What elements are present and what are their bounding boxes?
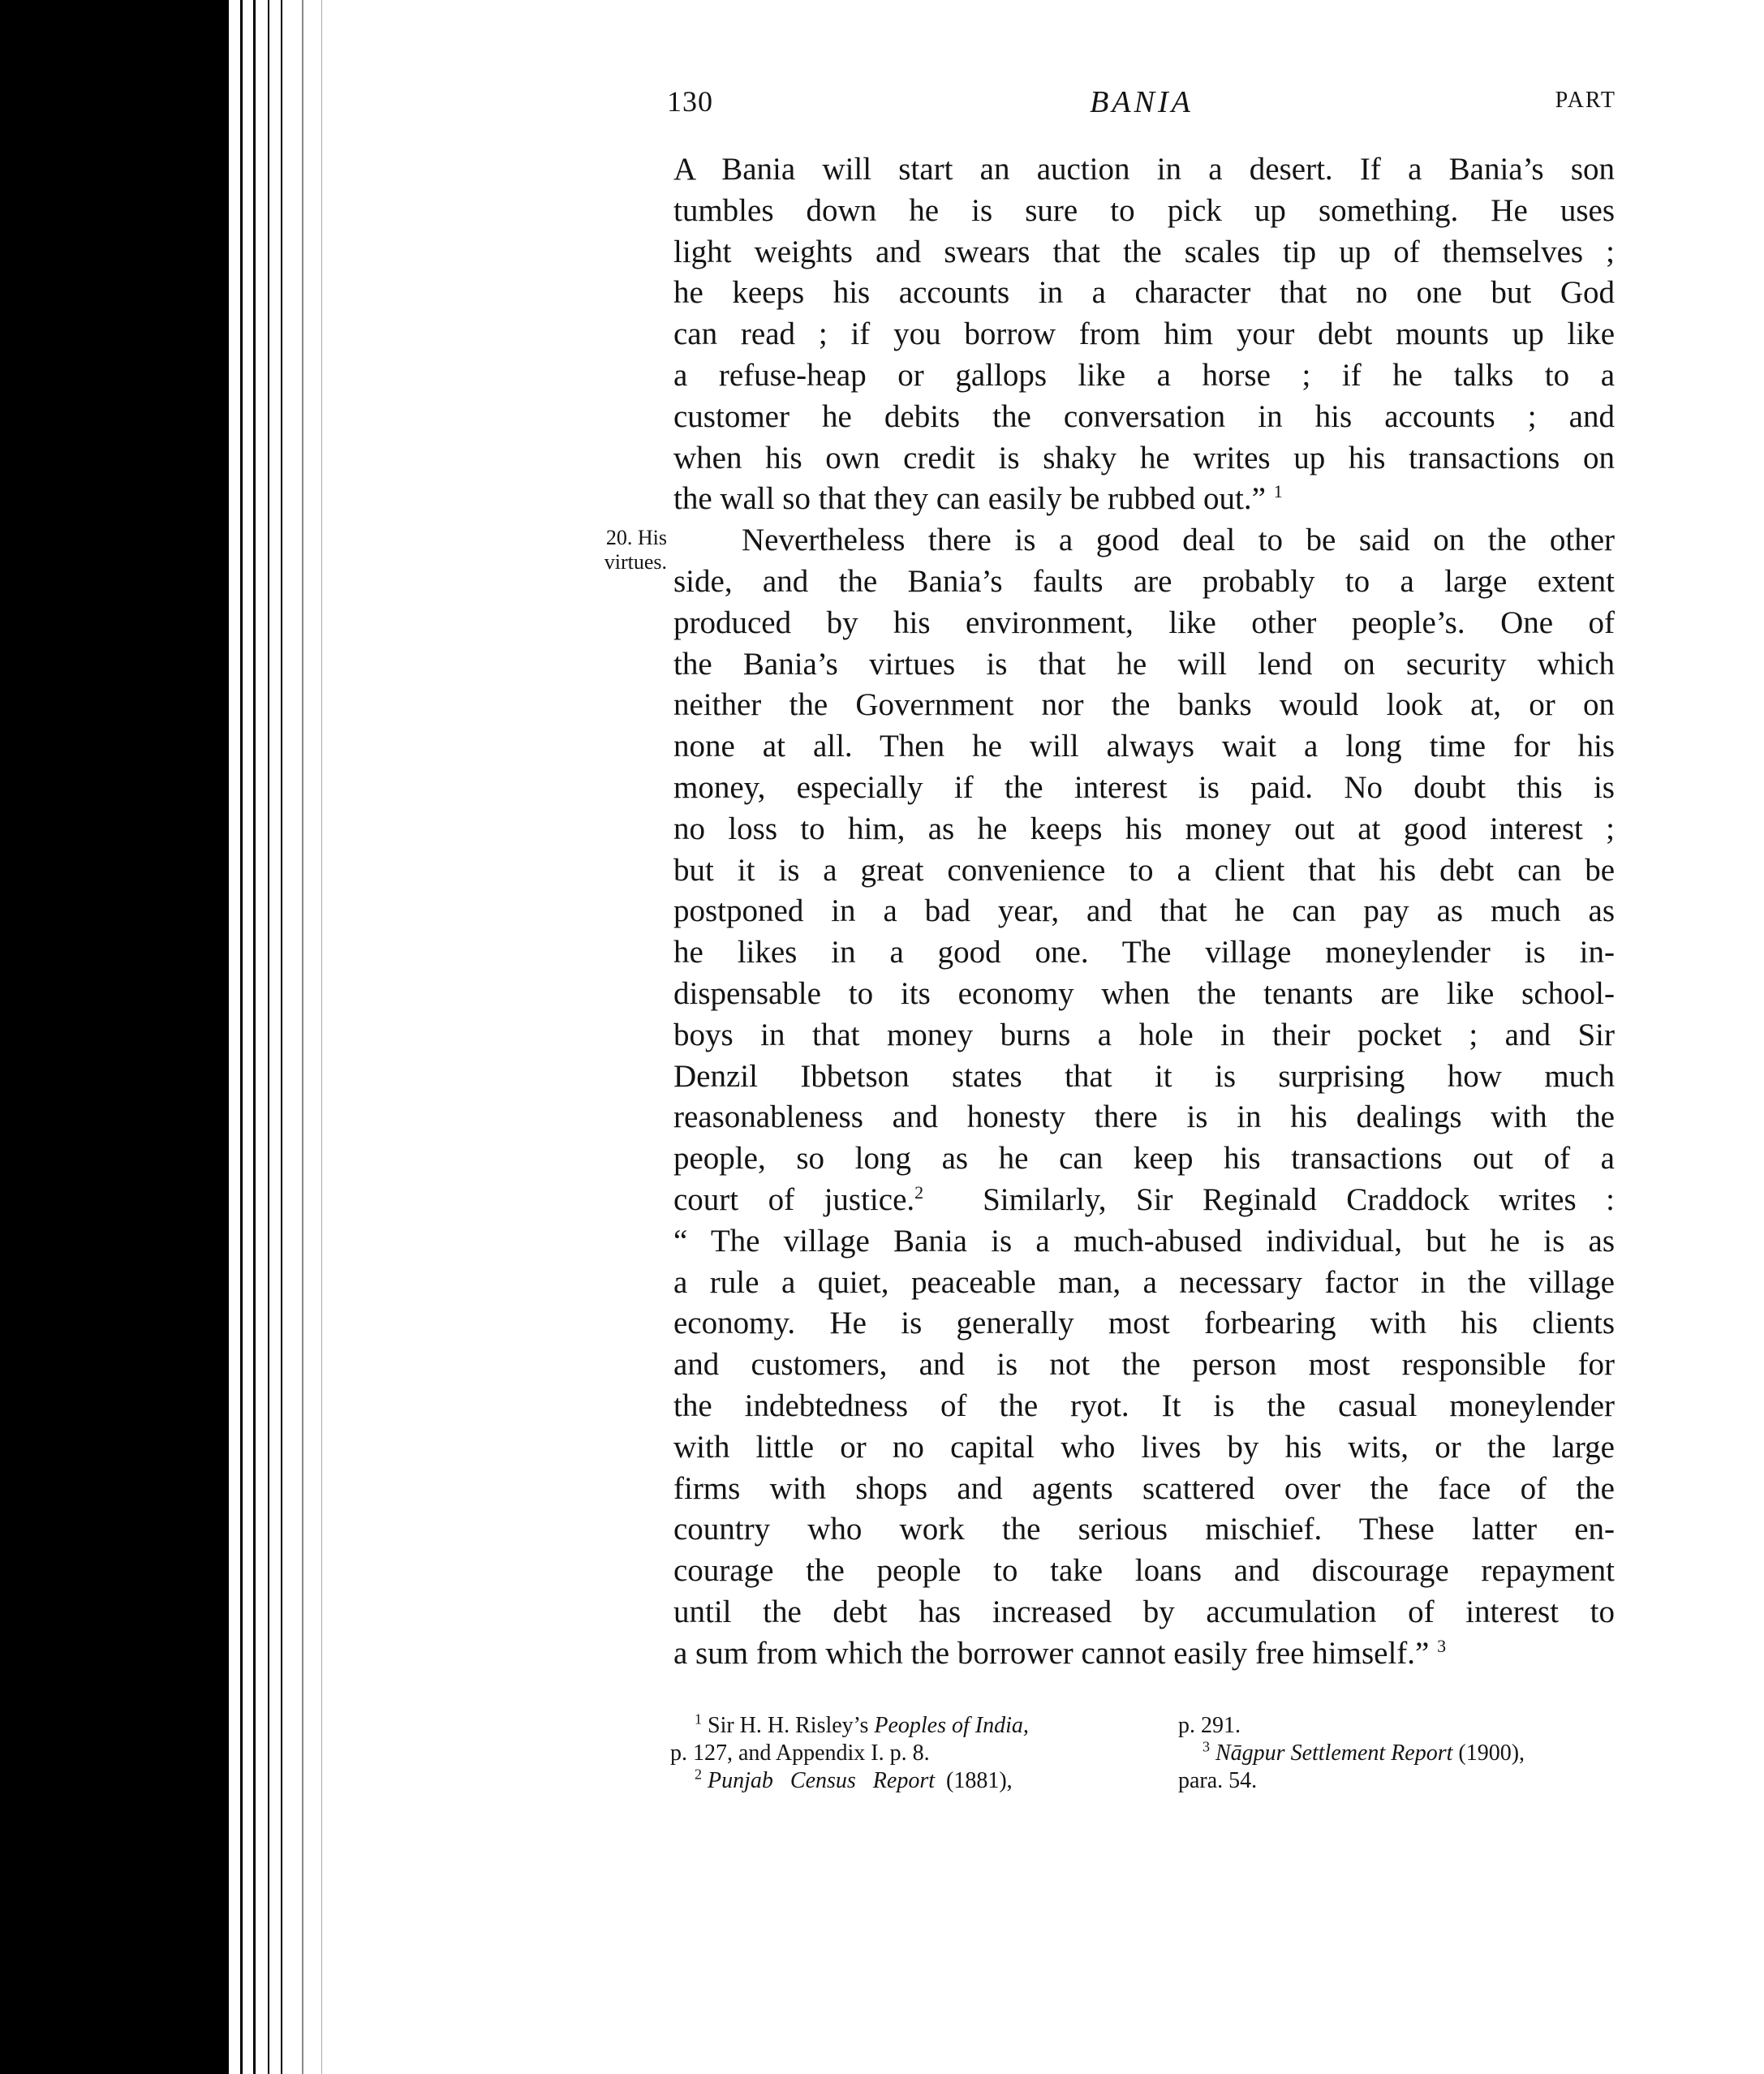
- footnote-1-cont: p. 127, and Appendix I. p. 8.: [670, 1741, 930, 1766]
- text-line: [673, 479, 1615, 520]
- margin-note: [578, 526, 667, 574]
- footnote-title: Report: [872, 1768, 936, 1793]
- text-line: [673, 1633, 1615, 1675]
- text-line: neither the Government nor the banks would look at, or on: [673, 687, 1615, 723]
- footnote-mark: 1: [695, 1710, 702, 1728]
- text-line: country who work the serious mischief. These latter en-: [673, 1512, 1615, 1547]
- text-line: a rule a quiet, peaceable man, a necessary factor in the village: [673, 1264, 1615, 1300]
- text-line: can read ; if you borrow from him your debt mounts up like: [673, 316, 1615, 352]
- text-line: reasonableness and honesty there is in his dealings with the: [673, 1099, 1615, 1135]
- text-line: people, so long as he can keep his transactions out of a: [673, 1141, 1615, 1177]
- text-line: no loss to him, as he keeps his money out at good interest ;: [673, 811, 1615, 846]
- text-line: the Bania’s virtues is that he will lend on security which: [673, 646, 1615, 682]
- footnote-title: Punjab: [708, 1768, 773, 1793]
- footnote-3-line: [1157, 1740, 1618, 1767]
- footnotes-right-column: [1157, 1712, 1618, 1795]
- text-line: none at all. Then he will always wait a long time for his: [673, 729, 1615, 764]
- footnote-title: Nāgpur Settlement Report: [1215, 1741, 1453, 1766]
- footnote-text: (1881),: [946, 1768, 1013, 1793]
- text-line: when his own credit is shaky he writes up his transactions on: [673, 440, 1615, 475]
- paragraph-start-line: Nevertheless there is a good deal to be said on the other: [742, 523, 1615, 558]
- text-line: dispensable to its economy when the tenants are like school-: [673, 975, 1615, 1011]
- margin-note-label: virtues.: [604, 550, 667, 574]
- text-line: Denzil Ibbetson states that it is surprising how much: [673, 1058, 1615, 1094]
- footnote-2-line: [670, 1767, 1149, 1795]
- text-line-content: a sum from which the borrower cannot easily free himself.”: [673, 1635, 1430, 1671]
- footnote-mark: 2: [695, 1766, 702, 1783]
- binding-edge-line: [240, 0, 243, 2074]
- footnote-title: Peoples of India,: [874, 1713, 1029, 1738]
- text-line: with little or no capital who lives by his wits, or the large: [673, 1429, 1615, 1465]
- footnote-title: Census: [789, 1768, 856, 1793]
- text-line: customer he debits the conversation in his accounts ; and: [673, 398, 1615, 434]
- footnote-ref-3: 3: [1437, 1635, 1447, 1656]
- page-number: 130: [667, 85, 713, 118]
- text-line: produced by his environment, like other people’s. One of: [673, 605, 1615, 640]
- text-line: tumbles down he is sure to pick up something. He uses: [673, 192, 1615, 228]
- text-line-tail: Similarly, Sir Reginald Craddock writes :: [983, 1181, 1615, 1217]
- text-line: A Bania will start an auction in a desert. If a Bania’s son: [673, 152, 1615, 187]
- binding-edge-line: [281, 0, 282, 2074]
- binding-edge-line: [268, 0, 269, 2074]
- binding-edge-line: [302, 0, 303, 2074]
- margin-note-number: 20. His: [605, 526, 667, 549]
- text-line: he keeps his accounts in a character that no one but God: [673, 275, 1615, 311]
- footnote-2-cont: p. 291.: [1178, 1713, 1241, 1738]
- text-line: light weights and swears that the scales tip up of themselves ;: [673, 234, 1615, 269]
- text-line: until the debt has increased by accumulation of interest to: [673, 1594, 1615, 1629]
- footnotes-left-column: [670, 1712, 1149, 1795]
- text-line-content: the wall so that they can easily be rubbed out.”: [673, 481, 1266, 517]
- text-line: firms with shops and agents scattered over the face of the: [673, 1470, 1615, 1506]
- text-line-content: court of justice.: [673, 1181, 915, 1217]
- page-header: [667, 84, 1616, 125]
- footnote-ref-1: 1: [1273, 481, 1283, 502]
- binding-edge-gap: [245, 0, 247, 2074]
- text-line: and customers, and is not the person most responsible for: [673, 1347, 1615, 1383]
- text-line: but it is a great convenience to a client that his debt can be: [673, 852, 1615, 888]
- text-line: the indebtedness of the ryot. It is the casual moneylender: [673, 1388, 1615, 1423]
- part-label: PART: [1555, 88, 1616, 113]
- text-line: economy. He is generally most forbearing with his clients: [673, 1306, 1615, 1341]
- text-line: “ The village Bania is a much-abused individual, but he is as: [673, 1223, 1615, 1259]
- footnote-text: (1900),: [1458, 1741, 1525, 1766]
- text-line: courage the people to take loans and discourage repayment: [673, 1553, 1615, 1589]
- text-line: postponed in a bad year, and that he can pay as much as: [673, 893, 1615, 929]
- binding-edge-line: [253, 0, 256, 2074]
- body-text: [673, 149, 1615, 1674]
- footnote-1-line: [670, 1712, 1149, 1740]
- footnote-3-cont: para. 54.: [1178, 1768, 1258, 1793]
- text-line: a refuse-heap or gallops like a horse ; if he talks to a: [673, 357, 1615, 393]
- binding-edge-line: [321, 0, 322, 2074]
- text-line: [673, 1180, 1615, 1221]
- footnote-mark: 3: [1203, 1738, 1210, 1755]
- book-binding-shadow: [0, 0, 229, 2074]
- binding-edge-gap: [234, 0, 235, 2074]
- running-title: BANIA: [1090, 85, 1194, 119]
- footnote-text: Sir H. H. Risley’s: [708, 1713, 869, 1738]
- text-line: money, especially if the interest is paid. No doubt this is: [673, 769, 1615, 805]
- footnote-ref-2: 2: [914, 1181, 924, 1203]
- text-line: side, and the Bania’s faults are probably to a large extent: [673, 563, 1615, 599]
- text-line: boys in that money burns a hole in their pocket ; and Sir: [673, 1017, 1615, 1052]
- text-line: he likes in a good one. The village moneylender is in-: [673, 935, 1615, 970]
